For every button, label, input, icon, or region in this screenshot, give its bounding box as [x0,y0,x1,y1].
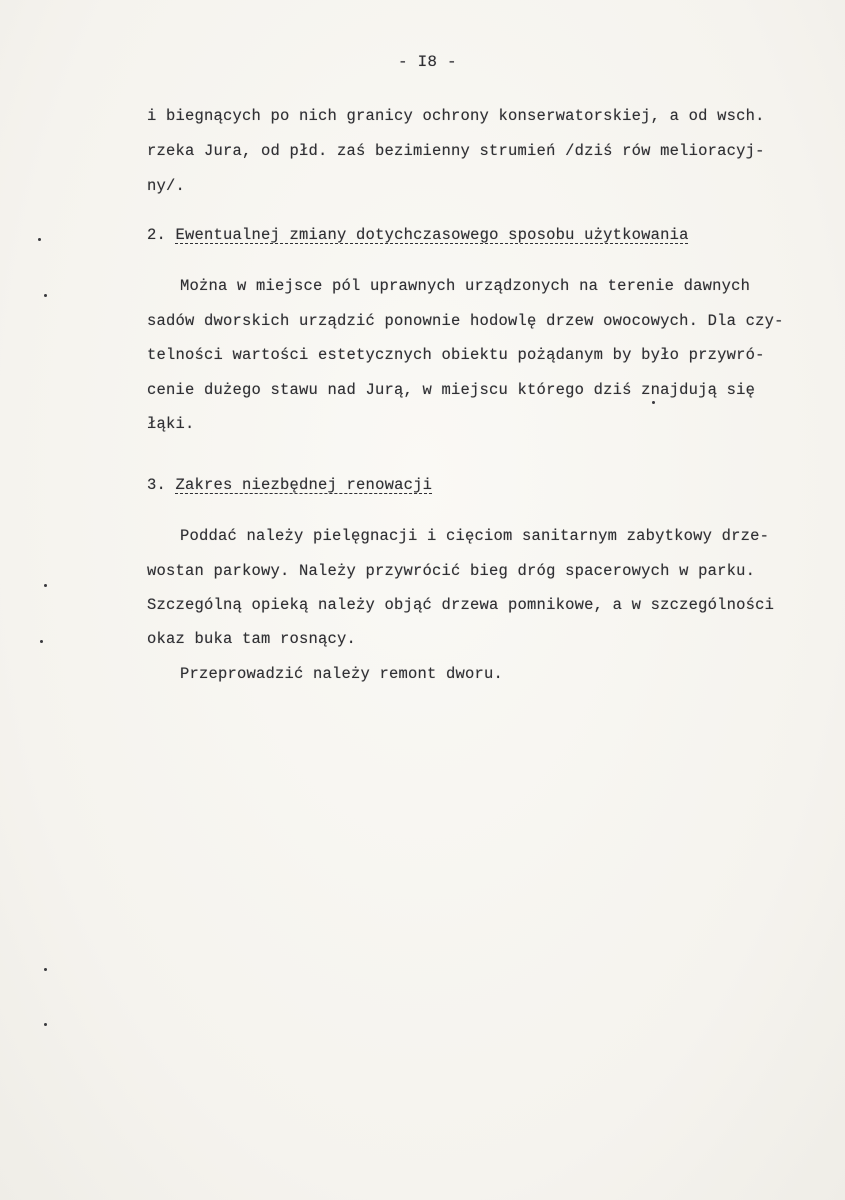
margin-speck [44,968,47,971]
margin-speck [40,640,43,643]
section-2-heading-row [147,225,689,245]
margin-speck [44,1023,47,1026]
section-2-line-5: łąki. [147,415,195,433]
section-3-line-2: wostan parkowy. Należy przywrócić bieg dróg spacerowych w parku. [147,562,756,580]
margin-speck [38,238,41,241]
margin-speck [44,294,47,297]
margin-speck [44,584,47,587]
intro-line-3: ny/. [147,177,186,195]
page-number: - I8 - [398,53,457,71]
section-3-line-3: Szczególną opieką należy objąć drzewa pomnikowe, a w szczególności [147,596,775,614]
section-3-line-4: okaz buka tam rosnący. [147,630,357,648]
section-3-number: 3. [147,476,167,494]
section-2-number: 2. [147,226,167,244]
ink-speck [652,401,655,404]
section-3-line-1: Poddać należy pielęgnacji i cięciom sanitarnym zabytkowy drze- [180,527,770,545]
section-2-line-2: sadów dworskich urządzić ponownie hodowlę drzew owocowych. Dla czy- [147,312,784,330]
section-2-line-3: telności wartości estetycznych obiektu pożądanym by było przywró- [147,346,765,364]
section-2-line-1: Można w miejsce pól uprawnych urządzonych na terenie dawnych [180,277,751,295]
section-3-line-5: Przeprowadzić należy remont dworu. [180,665,504,683]
intro-line-2: rzeka Jura, od płd. zaś bezimienny strumień /dziś rów melioracyj- [147,142,765,160]
section-3-heading: Zakres niezbędnej renowacji [175,476,433,494]
intro-line-1: i biegnących po nich granicy ochrony konserwatorskiej, a od wsch. [147,107,765,125]
section-2-line-4: cenie dużego stawu nad Jurą, w miejscu którego dziś znajdują się [147,381,756,399]
section-3-heading-row [147,475,432,495]
section-2-heading: Ewentualnej zmiany dotychczasowego sposobu użytkowania [175,226,689,244]
